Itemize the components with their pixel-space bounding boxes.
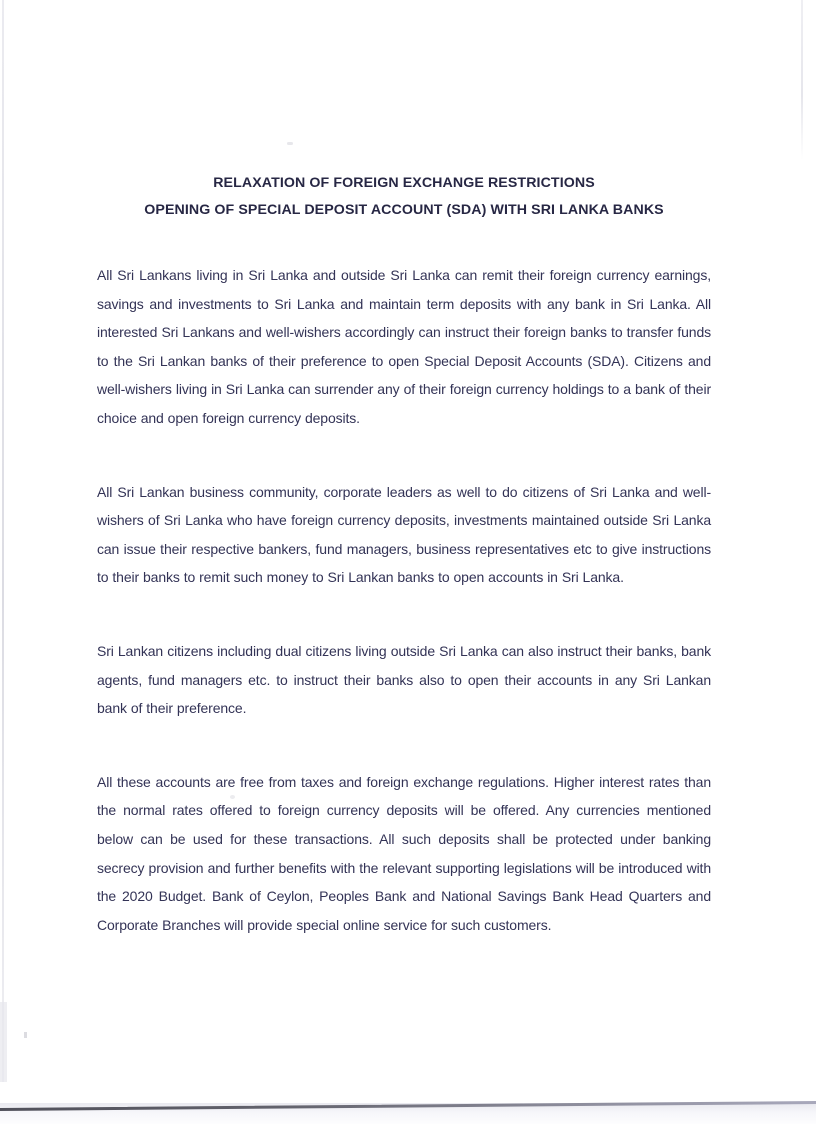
paragraph-remittance-eligibility: All Sri Lankans living in Sri Lanka and outside Sri Lanka can remit their foreign currency earnings, savings and investments to Sri Lanka and maintain term deposits with any bank in Sri Lanka. All interested Sri Lankans and well-wishers accordingly can instruct their foreign banks to transfer funds to the Sri Lankan banks of their preference to open Special Deposit Accounts (SDA). Citizens and well-wishers living in Sri Lanka can surrender any of their foreign currency holdings to a bank of their choice and open foreign currency deposits. [97, 267, 711, 426]
scan-bottom-background-band [0, 1103, 816, 1124]
paragraph-business-community: All Sri Lankan business community, corporate leaders as well to do citizens of Sri Lanka and well-wishers of Sri Lanka who have foreign currency deposits, investments maintained outside Sri Lanka can issue their respective bankers, fund managers, business representatives etc to give instructions to their banks to remit such money to Sri Lankan banks to open accounts in Sri Lanka. [97, 483, 711, 586]
scan-right-edge-line [801, 0, 803, 160]
scan-speck [24, 1032, 27, 1038]
scan-left-edge-strip [0, 1002, 7, 1082]
scan-left-edge-line [2, 0, 4, 1082]
paragraph-dual-citizens: Sri Lankan citizens including dual citizens living outside Sri Lanka can also instruct their banks, bank agents, fund managers etc. to instruct their banks also to open their accounts in any Sri Lankan bank of their preference. [97, 642, 711, 717]
document-title-line-2: OPENING OF SPECIAL DEPOSIT ACCOUNT (SDA) WITH SRI LANKA BANKS [144, 202, 664, 218]
document-title-block [97, 170, 711, 224]
document-title-line-1: RELAXATION OF FOREIGN EXCHANGE RESTRICTIONS [213, 175, 595, 191]
paragraph-account-benefits: All these accounts are free from taxes and foreign exchange regulations. Higher interest rates than the normal rates offered to foreign currency deposits will be offered. Any currencies mentioned below can be used for these transactions. All such deposits shall be protected under banking secrecy provision and further benefits with the relevant supporting legislations will be introduced with the 2020 Budget. Bank of Ceylon, Peoples Bank and National Savings Bank Head Quarters and Corporate Branches will provide special online service for such customers. [97, 773, 711, 933]
scan-page-bottom-edge [0, 1101, 816, 1111]
document-body [97, 0, 711, 984]
